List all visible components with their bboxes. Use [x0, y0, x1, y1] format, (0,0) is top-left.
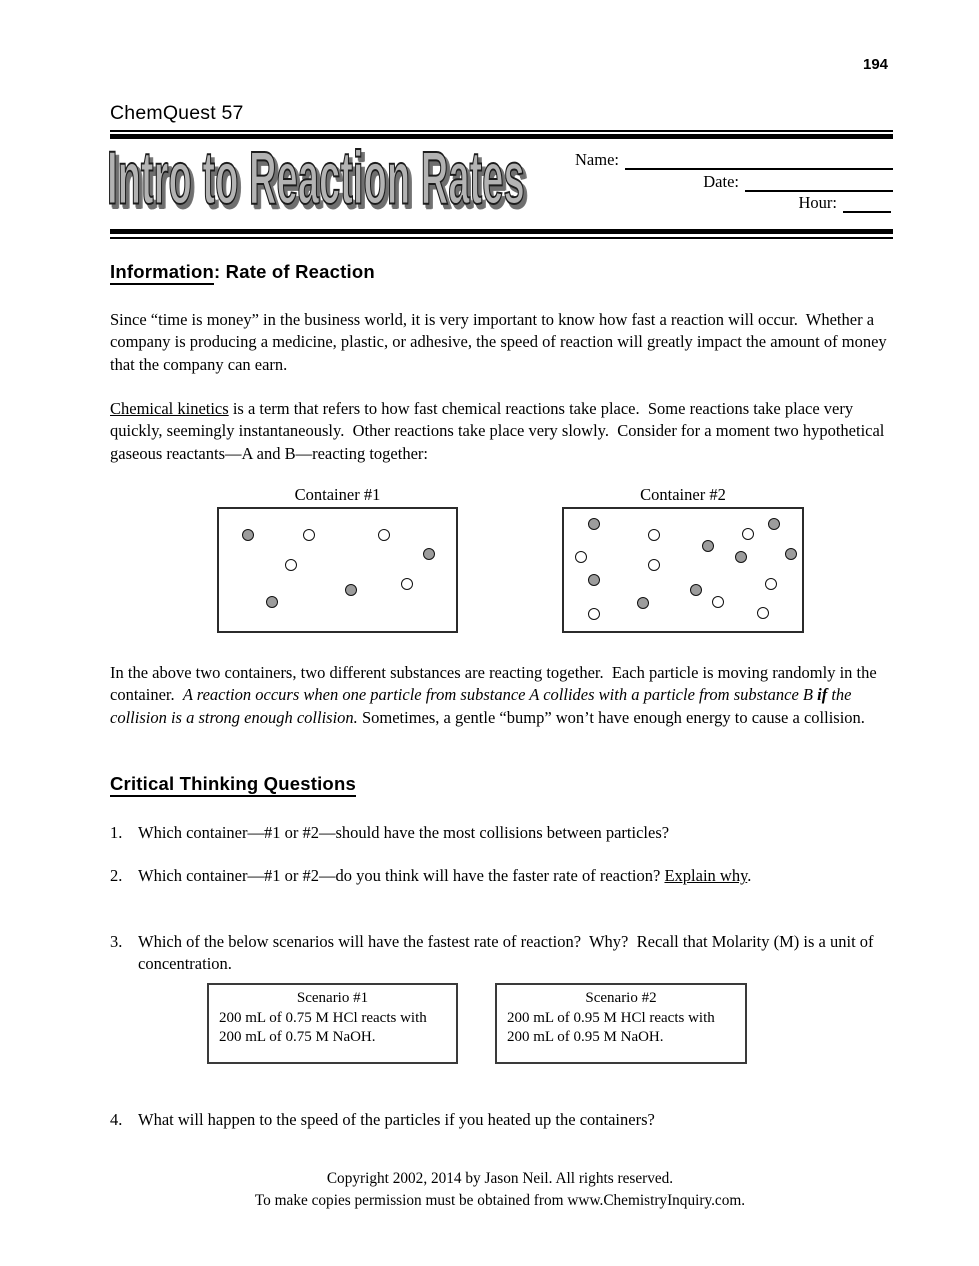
- text-segment: Information: [110, 261, 214, 285]
- particle-gray: [588, 574, 600, 586]
- permission-line: To make copies permission must be obtained from www.ChemistryInquiry.com.: [254, 1192, 746, 1209]
- question-3-number: 3.: [110, 932, 123, 951]
- question-4-text: [138, 1109, 883, 1131]
- particle-gray: [702, 540, 714, 552]
- intro-paragraph-2: [110, 398, 891, 465]
- copyright-line: Copyright 2002, 2014 by Jason Neil. All rights reserved.: [326, 1170, 674, 1187]
- text-segment: : Rate of Reaction: [213, 261, 375, 282]
- text-segment: Sometimes, a gentle “bump” won’t have enough energy to cause a collision.: [357, 707, 865, 727]
- text-segment: is a term that refers to how fast chemical reactions take place. Some reactions take place very quickly, seemingly instantaneously. Other reactions take place very slowly. Consider for a moment two hypothetical gaseous reactants—A and B—reacting together:: [110, 399, 889, 463]
- particle-white: [285, 559, 297, 571]
- particle-white: [378, 529, 390, 541]
- collision-paragraph: [110, 662, 891, 729]
- question-1: [110, 822, 883, 844]
- question-2-text: [138, 865, 883, 887]
- particle-white: [712, 596, 724, 608]
- text-segment: In the above two containers, two different substances are reacting together. Each particle is moving randomly in the container.: [110, 663, 881, 705]
- question-4: [110, 1109, 883, 1131]
- scenario-2-line-1: 200 mL of 0.95 M HCl reacts with: [507, 1009, 715, 1026]
- page-number: 194: [863, 56, 889, 73]
- particle-gray: [345, 584, 357, 596]
- text-segment: Which container—#1 or #2—should have the most collisions between particles?: [138, 823, 670, 842]
- critical-thinking-heading: [110, 773, 356, 795]
- hour-label: Hour:: [798, 193, 837, 212]
- text-segment: Chemical kinetics: [110, 399, 229, 418]
- text-segment: Which of the below scenarios will have the fastest rate of reaction? Why? Recall that Molarity (M) is a unit of concentration.: [138, 932, 878, 974]
- particle-white: [765, 578, 777, 590]
- text-segment: A reaction occurs when one particle from substance A collides with a particle from substance B: [182, 685, 818, 705]
- particle-gray: [785, 548, 797, 560]
- scenario-1-box: [207, 983, 458, 1064]
- question-2-number: 2.: [110, 866, 123, 885]
- particle-white: [648, 529, 660, 541]
- particle-gray: [266, 596, 278, 608]
- copyright-footer: [110, 1168, 890, 1212]
- container-2-label: Container #2: [640, 485, 726, 504]
- particle-white: [588, 608, 600, 620]
- name-blank-line: [625, 151, 893, 170]
- particle-gray: [735, 551, 747, 563]
- name-field: [575, 150, 893, 170]
- particle-gray: [768, 518, 780, 530]
- scenario-2-title: Scenario #2: [585, 990, 657, 1006]
- question-1-number: 1.: [110, 823, 123, 842]
- name-label: Name:: [575, 150, 619, 169]
- text-segment: if: [817, 685, 828, 705]
- date-field: [703, 172, 893, 192]
- particle-white: [303, 529, 315, 541]
- particle-gray: [242, 529, 254, 541]
- text-segment: the collision is a strong enough collision.: [110, 685, 856, 727]
- scenario-2-line-2: 200 mL of 0.95 M NaOH.: [507, 1029, 664, 1045]
- course-label: ChemQuest 57: [110, 102, 244, 124]
- particle-gray: [588, 518, 600, 530]
- container-1-label: Container #1: [294, 485, 381, 504]
- intro-paragraph-1: [110, 309, 891, 376]
- scenario-2-box: [495, 983, 747, 1064]
- date-label: Date:: [703, 172, 739, 191]
- container-1-box: [217, 507, 458, 633]
- particle-white: [742, 528, 754, 540]
- question-3-text: [138, 931, 878, 976]
- scenario-1-title: Scenario #1: [296, 990, 369, 1006]
- particle-gray: [690, 584, 702, 596]
- question-4-number: 4.: [110, 1110, 123, 1129]
- text-segment: Explain why: [664, 866, 748, 885]
- text-segment: Which container—#1 or #2—do you think will have the faster rate of reaction?: [138, 866, 665, 885]
- container-2-box: [562, 507, 804, 633]
- text-segment: Since “time is money” in the business world, it is very important to know how fast a reaction will occur. Whether a company is producing a medicine, plastic, or adhesive, the speed of reaction will greatly impact the amount of money that the company can earn.: [110, 310, 891, 374]
- hour-field: [799, 193, 892, 213]
- critical-thinking-heading-text: Critical Thinking Questions: [110, 773, 356, 797]
- header-rule-bottom: [110, 229, 893, 239]
- date-blank-line: [745, 173, 893, 192]
- text-segment: .: [747, 866, 752, 885]
- particle-gray: [423, 548, 435, 560]
- scenario-1-line-2: 200 mL of 0.75 M NaOH.: [219, 1029, 376, 1045]
- information-heading: [110, 261, 375, 283]
- particle-white: [648, 559, 660, 571]
- question-1-text: [138, 822, 883, 844]
- particle-white: [575, 551, 587, 563]
- particle-white: [401, 578, 413, 590]
- scenario-1-line-1: 200 mL of 0.75 M HCl reacts with: [219, 1009, 427, 1026]
- worksheet-title-graphic: Intro to Reaction Rates Intro to Reaction Rates: [107, 141, 525, 216]
- question-2: [110, 865, 883, 887]
- particle-gray: [637, 597, 649, 609]
- question-3: [110, 931, 878, 976]
- particle-white: [757, 607, 769, 619]
- text-segment: What will happen to the speed of the particles if you heated up the containers?: [138, 1110, 655, 1129]
- hour-blank-line: [843, 194, 891, 213]
